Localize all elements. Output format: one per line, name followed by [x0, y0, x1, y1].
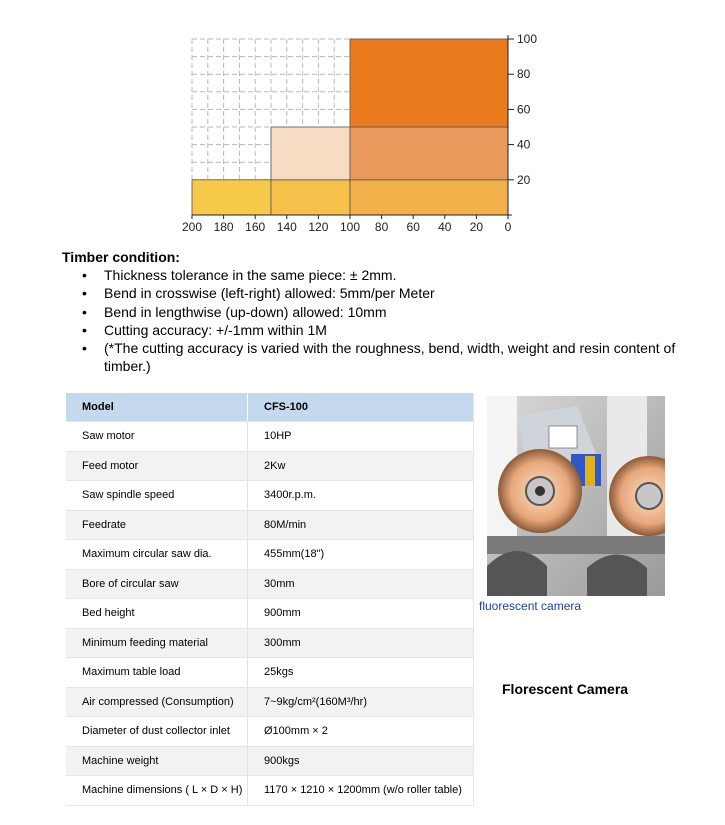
machine-photo-illustration	[487, 396, 665, 596]
x-tick-label: 0	[504, 220, 512, 234]
row-label: Air compressed (Consumption)	[66, 687, 248, 717]
x-tick-label: 20	[469, 220, 484, 234]
table-row	[66, 422, 474, 452]
x-tick-label: 200	[181, 220, 203, 234]
table-row	[66, 451, 474, 481]
fluorescent-camera-photo	[487, 396, 665, 596]
row-label: Bed height	[66, 599, 248, 629]
list-item: • Thickness tolerance in the same piece: ± 2mm.	[82, 266, 682, 284]
x-tick-label: 100	[339, 220, 361, 234]
x-tick-label: 40	[438, 220, 452, 234]
x-tick-label: 80	[374, 220, 389, 234]
row-label: Minimum feeding material	[66, 628, 248, 658]
header-value: CFS-100	[248, 393, 474, 422]
row-value: 25kgs	[248, 658, 474, 688]
row-value: 900kgs	[248, 746, 474, 776]
timber-condition-list	[82, 266, 682, 376]
row-label: Machine dimensions ( L × D × H)	[66, 776, 248, 806]
table-row	[66, 569, 474, 599]
row-label: Saw motor	[66, 422, 248, 452]
table-row	[66, 717, 474, 747]
list-item: • Bend in crosswise (left-right) allowed: 5mm/per Meter	[82, 284, 682, 302]
row-value: 300mm	[248, 628, 474, 658]
table-row	[66, 687, 474, 717]
row-label: Maximum table load	[66, 658, 248, 688]
photo-caption: fluorescent camera	[479, 599, 582, 613]
capacity-region	[350, 180, 508, 215]
capacity-region	[350, 127, 508, 180]
spec-table	[66, 393, 474, 806]
capacity-region	[350, 39, 508, 127]
row-value: 10HP	[248, 422, 474, 452]
capacity-chart	[170, 25, 540, 240]
x-tick-label: 60	[406, 220, 420, 234]
x-tick-label: 140	[276, 220, 297, 234]
y-tick-label: 20	[517, 172, 531, 187]
row-label: Maximum circular saw dia.	[66, 540, 248, 570]
capacity-region	[271, 180, 350, 215]
row-value: 1170 × 1210 × 1200mm (w/o roller table)	[248, 776, 474, 806]
row-value: 80M/min	[248, 510, 474, 540]
x-tick-label: 120	[308, 220, 329, 234]
y-tick-label: 80	[517, 67, 531, 82]
table-row	[66, 510, 474, 540]
row-label: Feedrate	[66, 510, 248, 540]
timber-condition-heading: Timber condition:	[62, 249, 180, 265]
photo-title: Florescent Camera	[502, 681, 629, 697]
capacity-region	[271, 127, 350, 180]
y-tick-label: 40	[517, 137, 531, 152]
row-value: 3400r.p.m.	[248, 481, 474, 511]
row-value: 7~9kg/cm²(160M³/hr)	[248, 687, 474, 717]
row-value: 2Kw	[248, 451, 474, 481]
row-label: Machine weight	[66, 746, 248, 776]
header-label: Model	[66, 393, 248, 422]
capacity-region	[192, 180, 271, 215]
row-value: 30mm	[248, 569, 474, 599]
row-value: Ø100mm × 2	[248, 717, 474, 747]
row-label: Feed motor	[66, 451, 248, 481]
x-tick-label: 160	[245, 220, 266, 234]
y-tick-label: 100	[517, 32, 538, 46]
table-header-row	[66, 393, 474, 422]
row-label: Saw spindle speed	[66, 481, 248, 511]
row-value: 900mm	[248, 599, 474, 629]
table-row	[66, 776, 474, 806]
list-item: • Cutting accuracy: +/-1mm within 1M	[82, 321, 682, 339]
row-label: Bore of circular saw	[66, 569, 248, 599]
list-item: • (*The cutting accuracy is varied with the roughness, bend, width, weight and resin content of timber.)	[82, 339, 682, 376]
table-row	[66, 746, 474, 776]
table-row	[66, 628, 474, 658]
table-row	[66, 540, 474, 570]
list-item: • Bend in lengthwise (up-down) allowed: 10mm	[82, 303, 682, 321]
x-tick-label: 180	[213, 220, 234, 234]
table-row	[66, 481, 474, 511]
y-tick-label: 60	[517, 102, 531, 117]
row-value: 455mm(18")	[248, 540, 474, 570]
table-row	[66, 599, 474, 629]
table-row	[66, 658, 474, 688]
row-label: Diameter of dust collector inlet	[66, 717, 248, 747]
